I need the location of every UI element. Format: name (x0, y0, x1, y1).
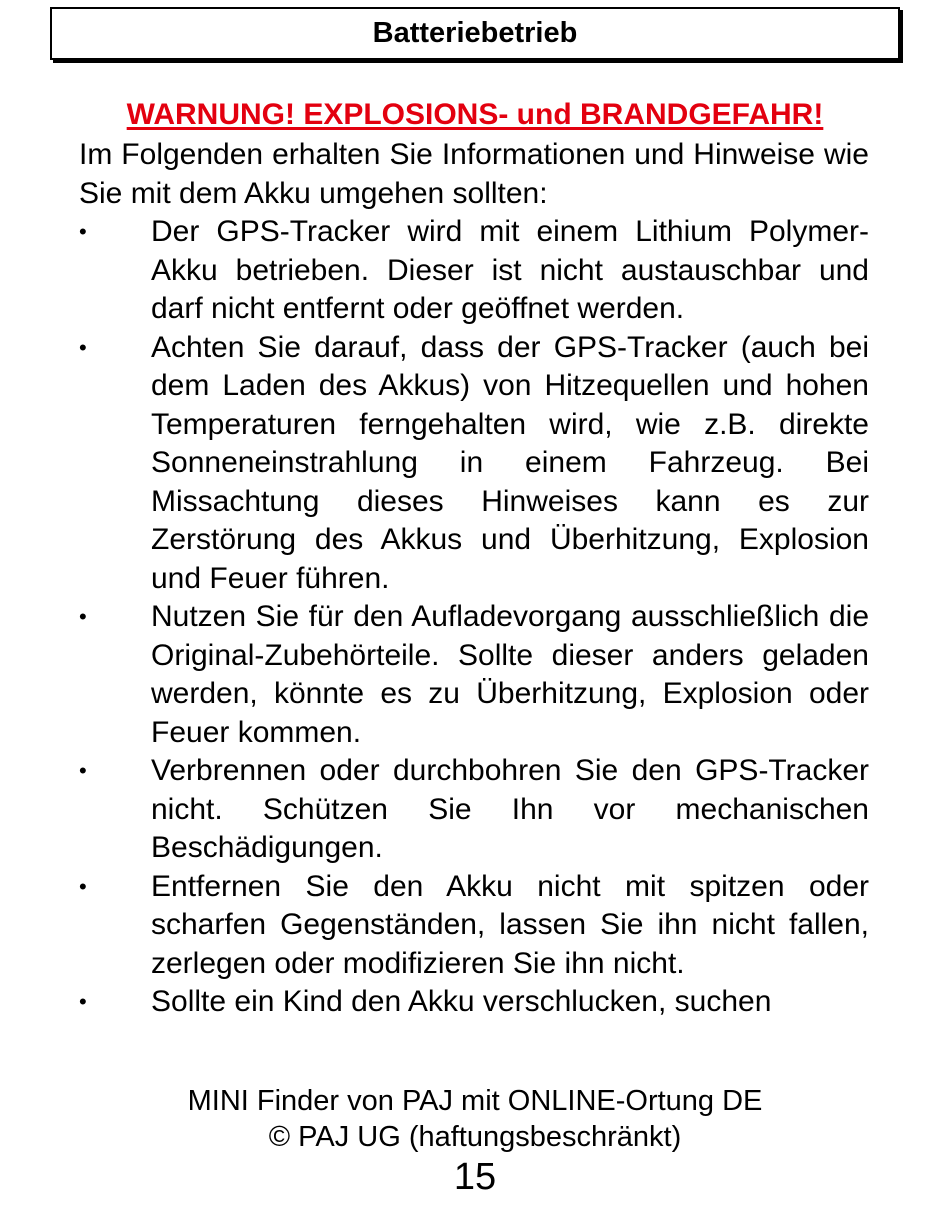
bullet-icon: • (79, 334, 87, 360)
list-item-text: Der GPS-Tracker wird mit einem Lithium Polymer-Akku betrieben. Dieser ist nicht austauschbar und darf nicht entfernt oder geöffnet werden. (151, 215, 869, 325)
section-header (50, 7, 900, 60)
list-item-text: Achten Sie darauf, dass der GPS-Tracker (auch bei dem Laden des Akkus) von Hitzequellen und hohen Temperaturen ferngehalten wird, wie z.B. direkte Sonneneinstrahlung in einem Fahrzeug. Bei Missachtung dieses Hinweises kann es zur Zerstörung des Akkus und Überhitzung, Explosion und Feuer führen. (151, 330, 869, 595)
list-item (79, 213, 869, 329)
list-item-text: Sollte ein Kind den Akku verschlucken, suchen (151, 985, 772, 1018)
bullet-icon: • (79, 758, 87, 783)
bullet-icon: • (79, 873, 87, 899)
list-item (79, 983, 869, 1022)
intro-paragraph: Im Folgenden erhalten Sie Informationen und Hinweise wie Sie mit dem Akku umgehen sollten: (79, 138, 869, 210)
footer-copyright: © PAJ UG (haftungsbeschränkt) (268, 1121, 682, 1153)
section-title: Batteriebetrieb (372, 17, 578, 49)
bullet-icon: • (79, 604, 87, 629)
list-item (79, 868, 869, 984)
page-number: 15 (453, 1156, 497, 1198)
list-item-text: Entfernen Sie den Akku nicht mit spitzen oder scharfen Gegenständen, lassen Sie ihn nicht fallen, zerlegen oder modifizieren Sie ihn nicht. (151, 869, 869, 980)
list-item (79, 329, 869, 599)
footer-product-line: MINI Finder von PAJ mit ONLINE-Ortung DE (187, 1085, 763, 1117)
list-item (79, 752, 869, 868)
list-item (79, 598, 869, 752)
bullet-icon: • (79, 989, 87, 1014)
page-footer (0, 1083, 950, 1155)
bullet-icon: • (79, 219, 87, 244)
warning-heading: WARNUNG! EXPLOSIONS- und BRANDGEFAHR! (126, 98, 824, 131)
bullet-list (79, 213, 869, 1022)
list-item-text: Nutzen Sie für den Aufladevorgang ausschließlich die Original-Zubehörteile. Sollte dieser anders geladen werden, könnte es zu Überhitzung, Explosion oder Feuer kommen. (151, 600, 869, 749)
list-item-text: Verbrennen oder durchbohren Sie den GPS-Tracker nicht. Schützen Sie Ihn vor mechanischen Beschädigungen. (151, 754, 869, 864)
